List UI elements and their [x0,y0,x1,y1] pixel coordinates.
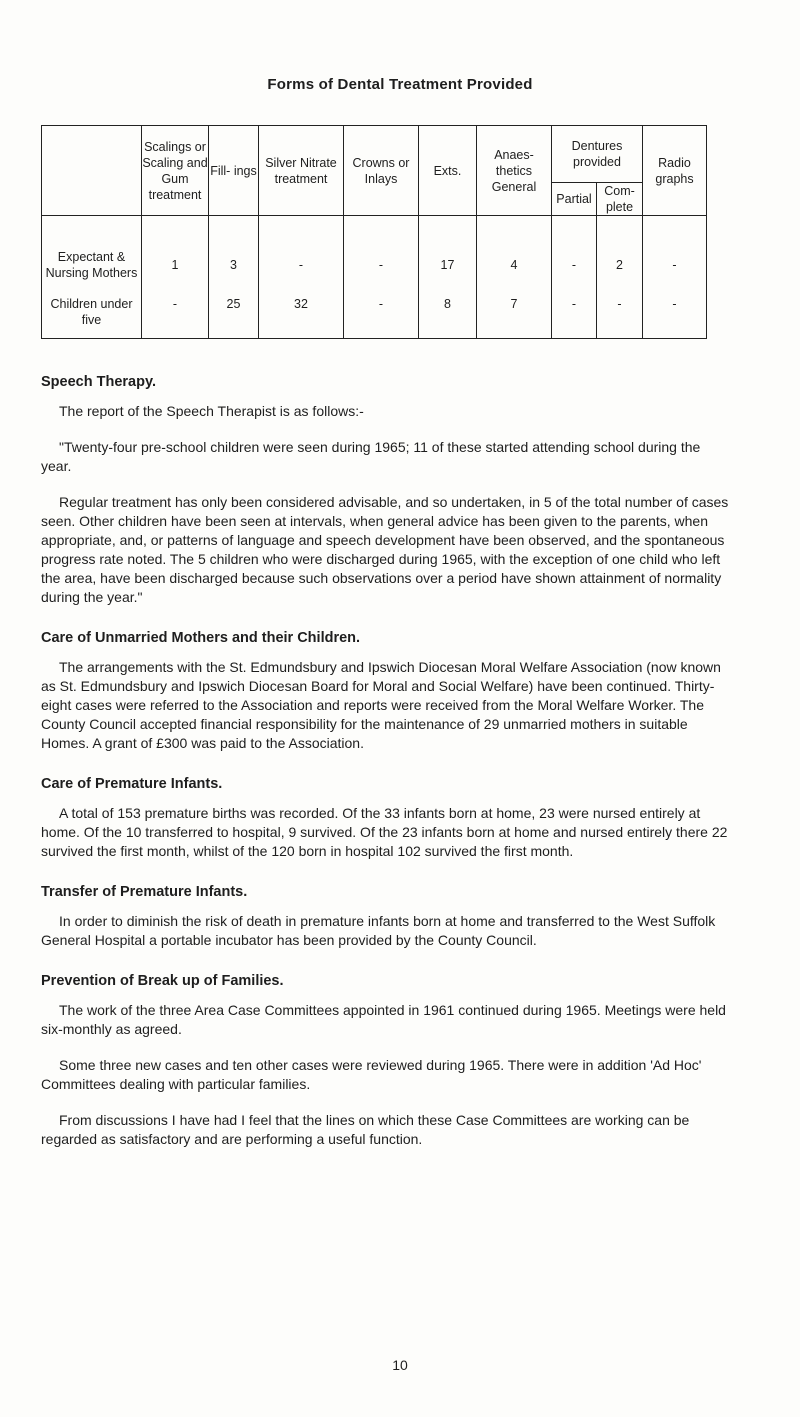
header-anaesthetics: Anaes- thetics General [477,126,552,216]
section-heading: Transfer of Premature Infants. [41,884,248,900]
section-heading: Prevention of Break up of Families. [41,973,284,989]
cell-value: - [552,216,597,297]
page-number: 10 [392,1357,408,1373]
header-dentures: Dentures provided [552,126,643,183]
paragraph: The arrangements with the St. Edmundsbury and Ipswich Diocesan Moral Welfare Association (now known as St. Edmundsbury and Ipswich Diocesan Board for Moral and Social Welfare) have been continued. Thirty-eight cases were referred to the Association and reports were received from the Moral Welfare Worker. The County Council accepted financial responsibility for the maintenance of 29 unmarried mothers in suitable Homes. A grant of £300 was paid to the Association. [41,659,721,751]
header-fillings: Fill- ings [209,126,259,216]
paragraph: "Twenty-four pre-school children were seen during 1965; 11 of these started attending school during the year. [41,439,701,474]
header-crowns: Crowns or Inlays [344,126,419,216]
cell-value: 2 [597,216,643,297]
row-label: Children under five [42,296,142,339]
header-radiographs: Radio graphs [643,126,707,216]
report-body [41,373,731,1171]
page-title: Forms of Dental Treatment Provided [267,76,533,93]
cell-value: 17 [419,216,477,297]
cell-value: - [597,296,643,339]
section-heading: Speech Therapy. [41,374,156,390]
section-families [41,972,731,1149]
table-row [42,296,707,339]
row-label: Expectant & Nursing Mothers [42,216,142,297]
cell-value: 3 [209,216,259,297]
cell-value: - [344,216,419,297]
cell-value: - [142,296,209,339]
header-partial: Partial [552,183,597,216]
section-transfer-premature [41,883,731,950]
header-exts: Exts. [419,126,477,216]
header-complete: Com- plete [597,183,643,216]
row-label-header [42,126,142,216]
paragraph: Regular treatment has only been considered advisable, and so undertaken, in 5 of the total number of cases seen. Other children have been seen at intervals, when general advice has been given to the parents, when appropriate, and, or patterns of language and speech development have been observed, and the spontaneous progress rate noted. The 5 children who were discharged during 1965, with the exception of one child who left the area, have been discharged because such observations over a period have shown attainment of normality during the year." [41,494,729,605]
paragraph: Some three new cases and ten other cases were reviewed during 1965. There were in addition 'Ad Hoc' Committees dealing with particular families. [41,1057,702,1092]
cell-value: 8 [419,296,477,339]
cell-value: - [643,296,707,339]
paragraph: The work of the three Area Case Committees appointed in 1961 continued during 1965. Meetings were held six-monthly as agreed. [41,1002,726,1037]
cell-value: 1 [142,216,209,297]
paragraph: In order to diminish the risk of death in premature infants born at home and transferred to the West Suffolk General Hospital a portable incubator has been provided by the County Council. [41,913,716,948]
header-scalings: Scalings or Scaling and Gum treatment [142,126,209,216]
cell-value: - [344,296,419,339]
section-unmarried-mothers [41,629,731,753]
cell-value: 4 [477,216,552,297]
table-row [42,216,707,297]
cell-value: 7 [477,296,552,339]
section-heading: Care of Unmarried Mothers and their Children. [41,630,361,646]
section-speech-therapy [41,373,731,607]
paragraph: The report of the Speech Therapist is as follows:- [59,403,364,419]
paragraph: From discussions I have had I feel that the lines on which these Case Committees are working can be regarded as satisfactory and are performing a useful function. [41,1112,690,1147]
cell-value: 25 [209,296,259,339]
dental-treatment-table [41,125,707,339]
cell-value: - [552,296,597,339]
section-heading: Care of Premature Infants. [41,776,223,792]
header-silver-nitrate: Silver Nitrate treatment [259,126,344,216]
cell-value: - [643,216,707,297]
paragraph: A total of 153 premature births was recorded. Of the 33 infants born at home, 23 were nursed entirely at home. Of the 10 transferred to hospital, 9 survived. Of the 23 infants born at home and nursed entirely there 22 survived the first month, whilst of the 120 born in hospital 102 survived the first month. [41,805,728,859]
section-premature-infants [41,775,731,861]
cell-value: 32 [259,296,344,339]
cell-value: - [259,216,344,297]
